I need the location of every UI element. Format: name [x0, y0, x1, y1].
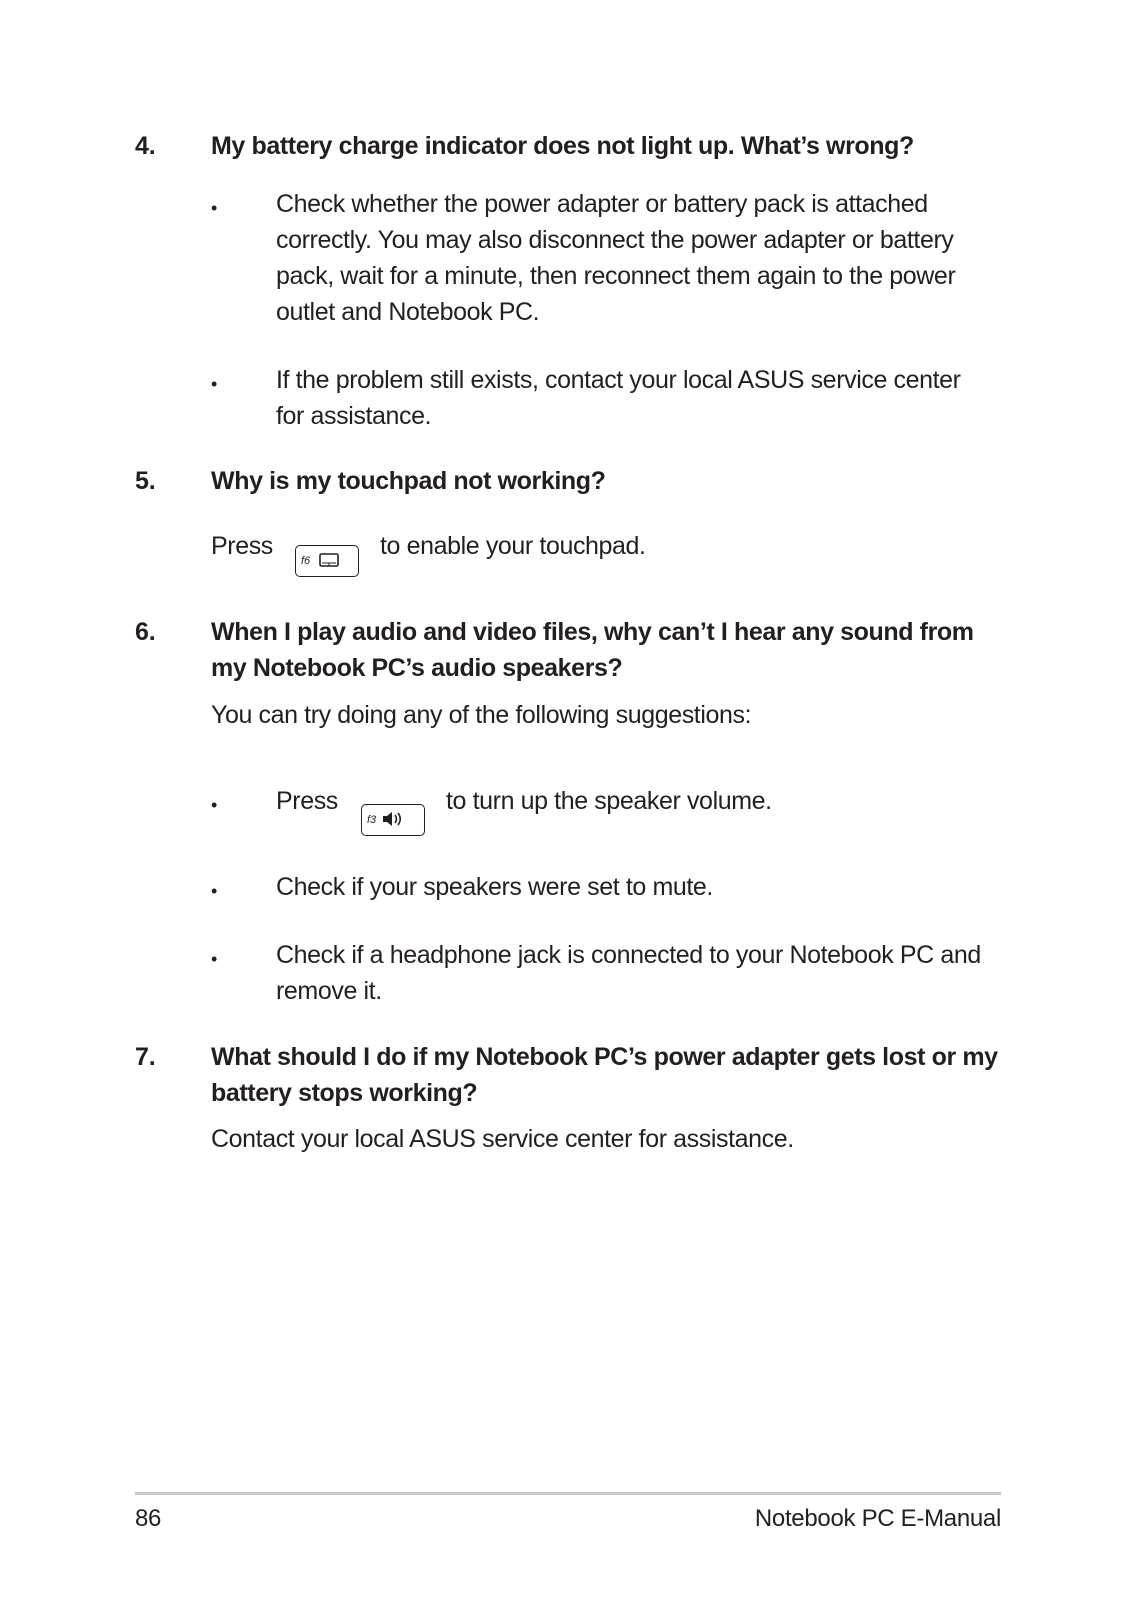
- question-number: 6.: [135, 618, 156, 646]
- bullet-text: If the problem still exists, contact your local ASUS service center for assistance.: [276, 366, 961, 430]
- bullet-marker: •: [211, 949, 218, 969]
- intro-text: You can try doing any of the following suggestions:: [211, 701, 752, 729]
- f3-key: [361, 804, 425, 836]
- question-title: Why is my touchpad not working?: [211, 467, 606, 495]
- bullet-text: Check if a headphone jack is connected to your Notebook PC and remove it.: [276, 941, 981, 1005]
- bullet-marker: •: [211, 795, 218, 815]
- question-title: When I play audio and video files, why can’t I hear any sound from my Notebook PC’s audio speakers?: [211, 618, 974, 682]
- answer-text: Contact your local ASUS service center for assistance.: [211, 1125, 794, 1153]
- key-label: f3: [367, 814, 377, 826]
- bullet-marker: •: [211, 198, 218, 218]
- key-label: f6: [301, 555, 311, 567]
- key-instruction-text: to turn up the speaker volume.: [446, 787, 772, 815]
- press-label: Press: [211, 532, 273, 560]
- f6-key: [295, 545, 359, 577]
- manual-title: Notebook PC E-Manual: [754, 1505, 1001, 1532]
- bullet-text: Check whether the power adapter or battery pack is attached correctly. You may also disconnect the power adapter or battery pack, wait for a minute, then reconnect them again to the power outlet and Notebook PC.: [276, 190, 956, 326]
- page-number: 86: [135, 1505, 162, 1532]
- bullet-text: Check if your speakers were set to mute.: [276, 873, 713, 901]
- press-label: Press: [276, 787, 338, 815]
- question-title: My battery charge indicator does not light up. What’s wrong?: [211, 132, 914, 160]
- question-number: 4.: [135, 132, 156, 160]
- footer-divider: [135, 1492, 1001, 1495]
- touchpad-icon: [319, 553, 339, 567]
- key-instruction-text: to enable your touchpad.: [380, 532, 646, 560]
- question-number: 7.: [135, 1043, 156, 1071]
- bullet-marker: •: [211, 374, 218, 394]
- question-number: 5.: [135, 467, 156, 495]
- bullet-marker: •: [211, 881, 218, 901]
- question-title: What should I do if my Notebook PC’s power adapter gets lost or my battery stops working?: [211, 1043, 998, 1107]
- speaker-volume-icon: [381, 810, 407, 828]
